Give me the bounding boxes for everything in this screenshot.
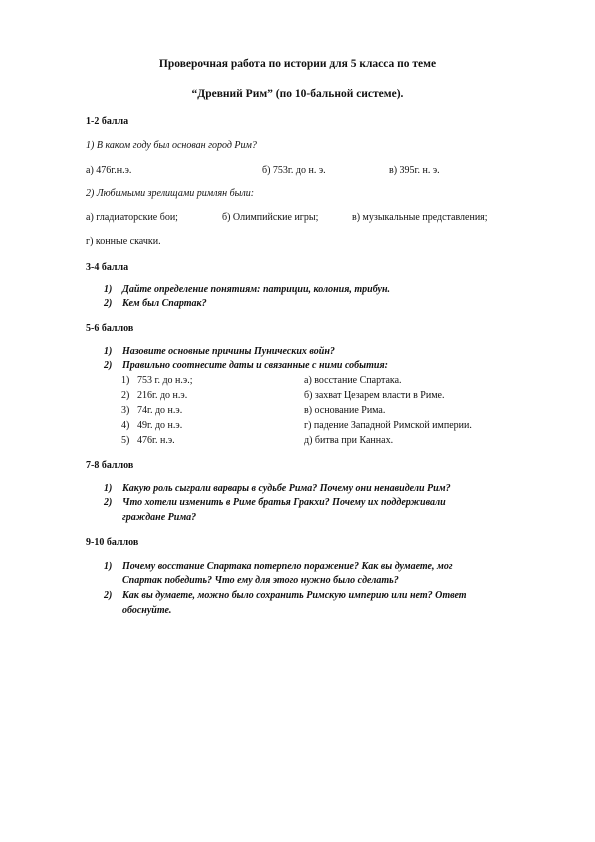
section-4-item-1-number: 1) xyxy=(104,483,113,494)
date-row-4-date: 49г. до н.э. xyxy=(137,420,183,431)
answer-2c: в) музыкальные представления; xyxy=(352,212,488,223)
section-3-item-2-text: Правильно соотнесите даты и связанные с ними события: xyxy=(122,360,388,371)
date-row-4-number: 4) xyxy=(121,420,130,431)
answer-1b: б) 753г. до н. э. xyxy=(262,165,326,176)
question-1 xyxy=(86,140,257,151)
question-1-number: 1) xyxy=(86,140,95,151)
section-5-heading: 9-10 баллов xyxy=(86,537,139,548)
answer-2a: а) гладиаторские бои; xyxy=(86,212,178,223)
section-5-item-1-line-1: Почему восстание Спартака потерпело поражение? Как вы думаете, мог xyxy=(122,561,453,572)
section-4-item-1 xyxy=(104,483,451,494)
date-row-4-event: г) падение Западной Римской империи. xyxy=(304,420,472,431)
section-4-item-2 xyxy=(104,497,446,508)
date-row-2-event: б) захват Цезарем власти в Риме. xyxy=(304,390,445,401)
date-row-5-date: 476г. н.э. xyxy=(137,435,175,446)
date-row-2-date: 216г. до н.э. xyxy=(137,390,188,401)
title-line-2: “Древний Рим” (по 10-бальной системе). xyxy=(191,88,404,100)
section-5-item-2-line-1: Как вы думаете, можно было сохранить Римскую империю или нет? Ответ xyxy=(122,590,467,601)
date-row-2 xyxy=(121,390,187,401)
date-row-1-number: 1) xyxy=(121,375,130,386)
section-4-heading: 7-8 баллов xyxy=(86,460,134,471)
section-2-item-1-text: Дайте определение понятиям: патриции, колония, трибун. xyxy=(122,284,391,295)
section-3-item-1-text: Назовите основные причины Пунических войн? xyxy=(122,346,335,357)
section-4-item-1-text: Какую роль сыграли варвары в судьбе Рима? Почему они ненавидели Рим? xyxy=(122,483,451,494)
section-2-heading: 3-4 балла xyxy=(86,262,129,273)
answer-2b: б) Олимпийские игры; xyxy=(222,212,319,223)
question-2-text: Любимыми зрелищами римлян были: xyxy=(96,188,255,199)
section-3-item-2-number: 2) xyxy=(104,360,113,371)
answer-1a: а) 476г.н.э. xyxy=(86,165,132,176)
section-2-item-1-number: 1) xyxy=(104,284,113,295)
question-2-number: 2) xyxy=(86,188,95,199)
date-row-5-event: д) битва при Каннах. xyxy=(304,435,394,446)
question-1-text: В каком году был основан город Рим? xyxy=(96,140,257,151)
section-2-item-1 xyxy=(104,284,390,295)
answer-2d: г) конные скачки. xyxy=(86,236,161,247)
section-2-item-2-text: Кем был Спартак? xyxy=(122,298,207,309)
section-3-heading: 5-6 баллов xyxy=(86,323,134,334)
question-2 xyxy=(86,188,254,199)
section-2-item-2 xyxy=(104,298,207,309)
date-row-5-number: 5) xyxy=(121,435,130,446)
section-5-item-2-line-2: обоснуйте. xyxy=(122,605,172,616)
section-5-item-2-number: 2) xyxy=(104,590,113,601)
date-row-3-number: 3) xyxy=(121,405,130,416)
date-row-3-event: в) основание Рима. xyxy=(304,405,386,416)
answer-1c: в) 395г. н. э. xyxy=(389,165,440,176)
section-5-item-1-line-2: Спартак победить? Что ему для этого нужно было сделать? xyxy=(122,575,399,586)
section-5-item-1-number: 1) xyxy=(104,561,113,572)
title-line-1: Проверочная работа по истории для 5 класса по теме xyxy=(158,58,437,70)
date-row-4 xyxy=(121,420,182,431)
section-5-item-2 xyxy=(104,590,467,601)
section-3-item-1 xyxy=(104,346,335,357)
date-row-1-date: 753 г. до н.э.; xyxy=(137,375,193,386)
section-4-item-2-line-2: граждане Рима? xyxy=(122,512,197,523)
section-3-item-2 xyxy=(104,360,388,371)
date-row-3 xyxy=(121,405,182,416)
date-row-2-number: 2) xyxy=(121,390,130,401)
section-4-item-2-line-1: Что хотели изменить в Риме братья Гракхи? Почему их поддерживали xyxy=(122,497,446,508)
section-1-heading: 1-2 балла xyxy=(86,116,129,127)
section-2-item-2-number: 2) xyxy=(104,298,113,309)
date-row-3-date: 74г. до н.э. xyxy=(137,405,183,416)
date-row-1-event: а) восстание Спартака. xyxy=(304,375,402,386)
section-3-item-1-number: 1) xyxy=(104,346,113,357)
section-5-item-1 xyxy=(104,561,453,572)
date-row-5 xyxy=(121,435,175,446)
date-row-1 xyxy=(121,375,192,386)
section-4-item-2-number: 2) xyxy=(104,497,113,508)
